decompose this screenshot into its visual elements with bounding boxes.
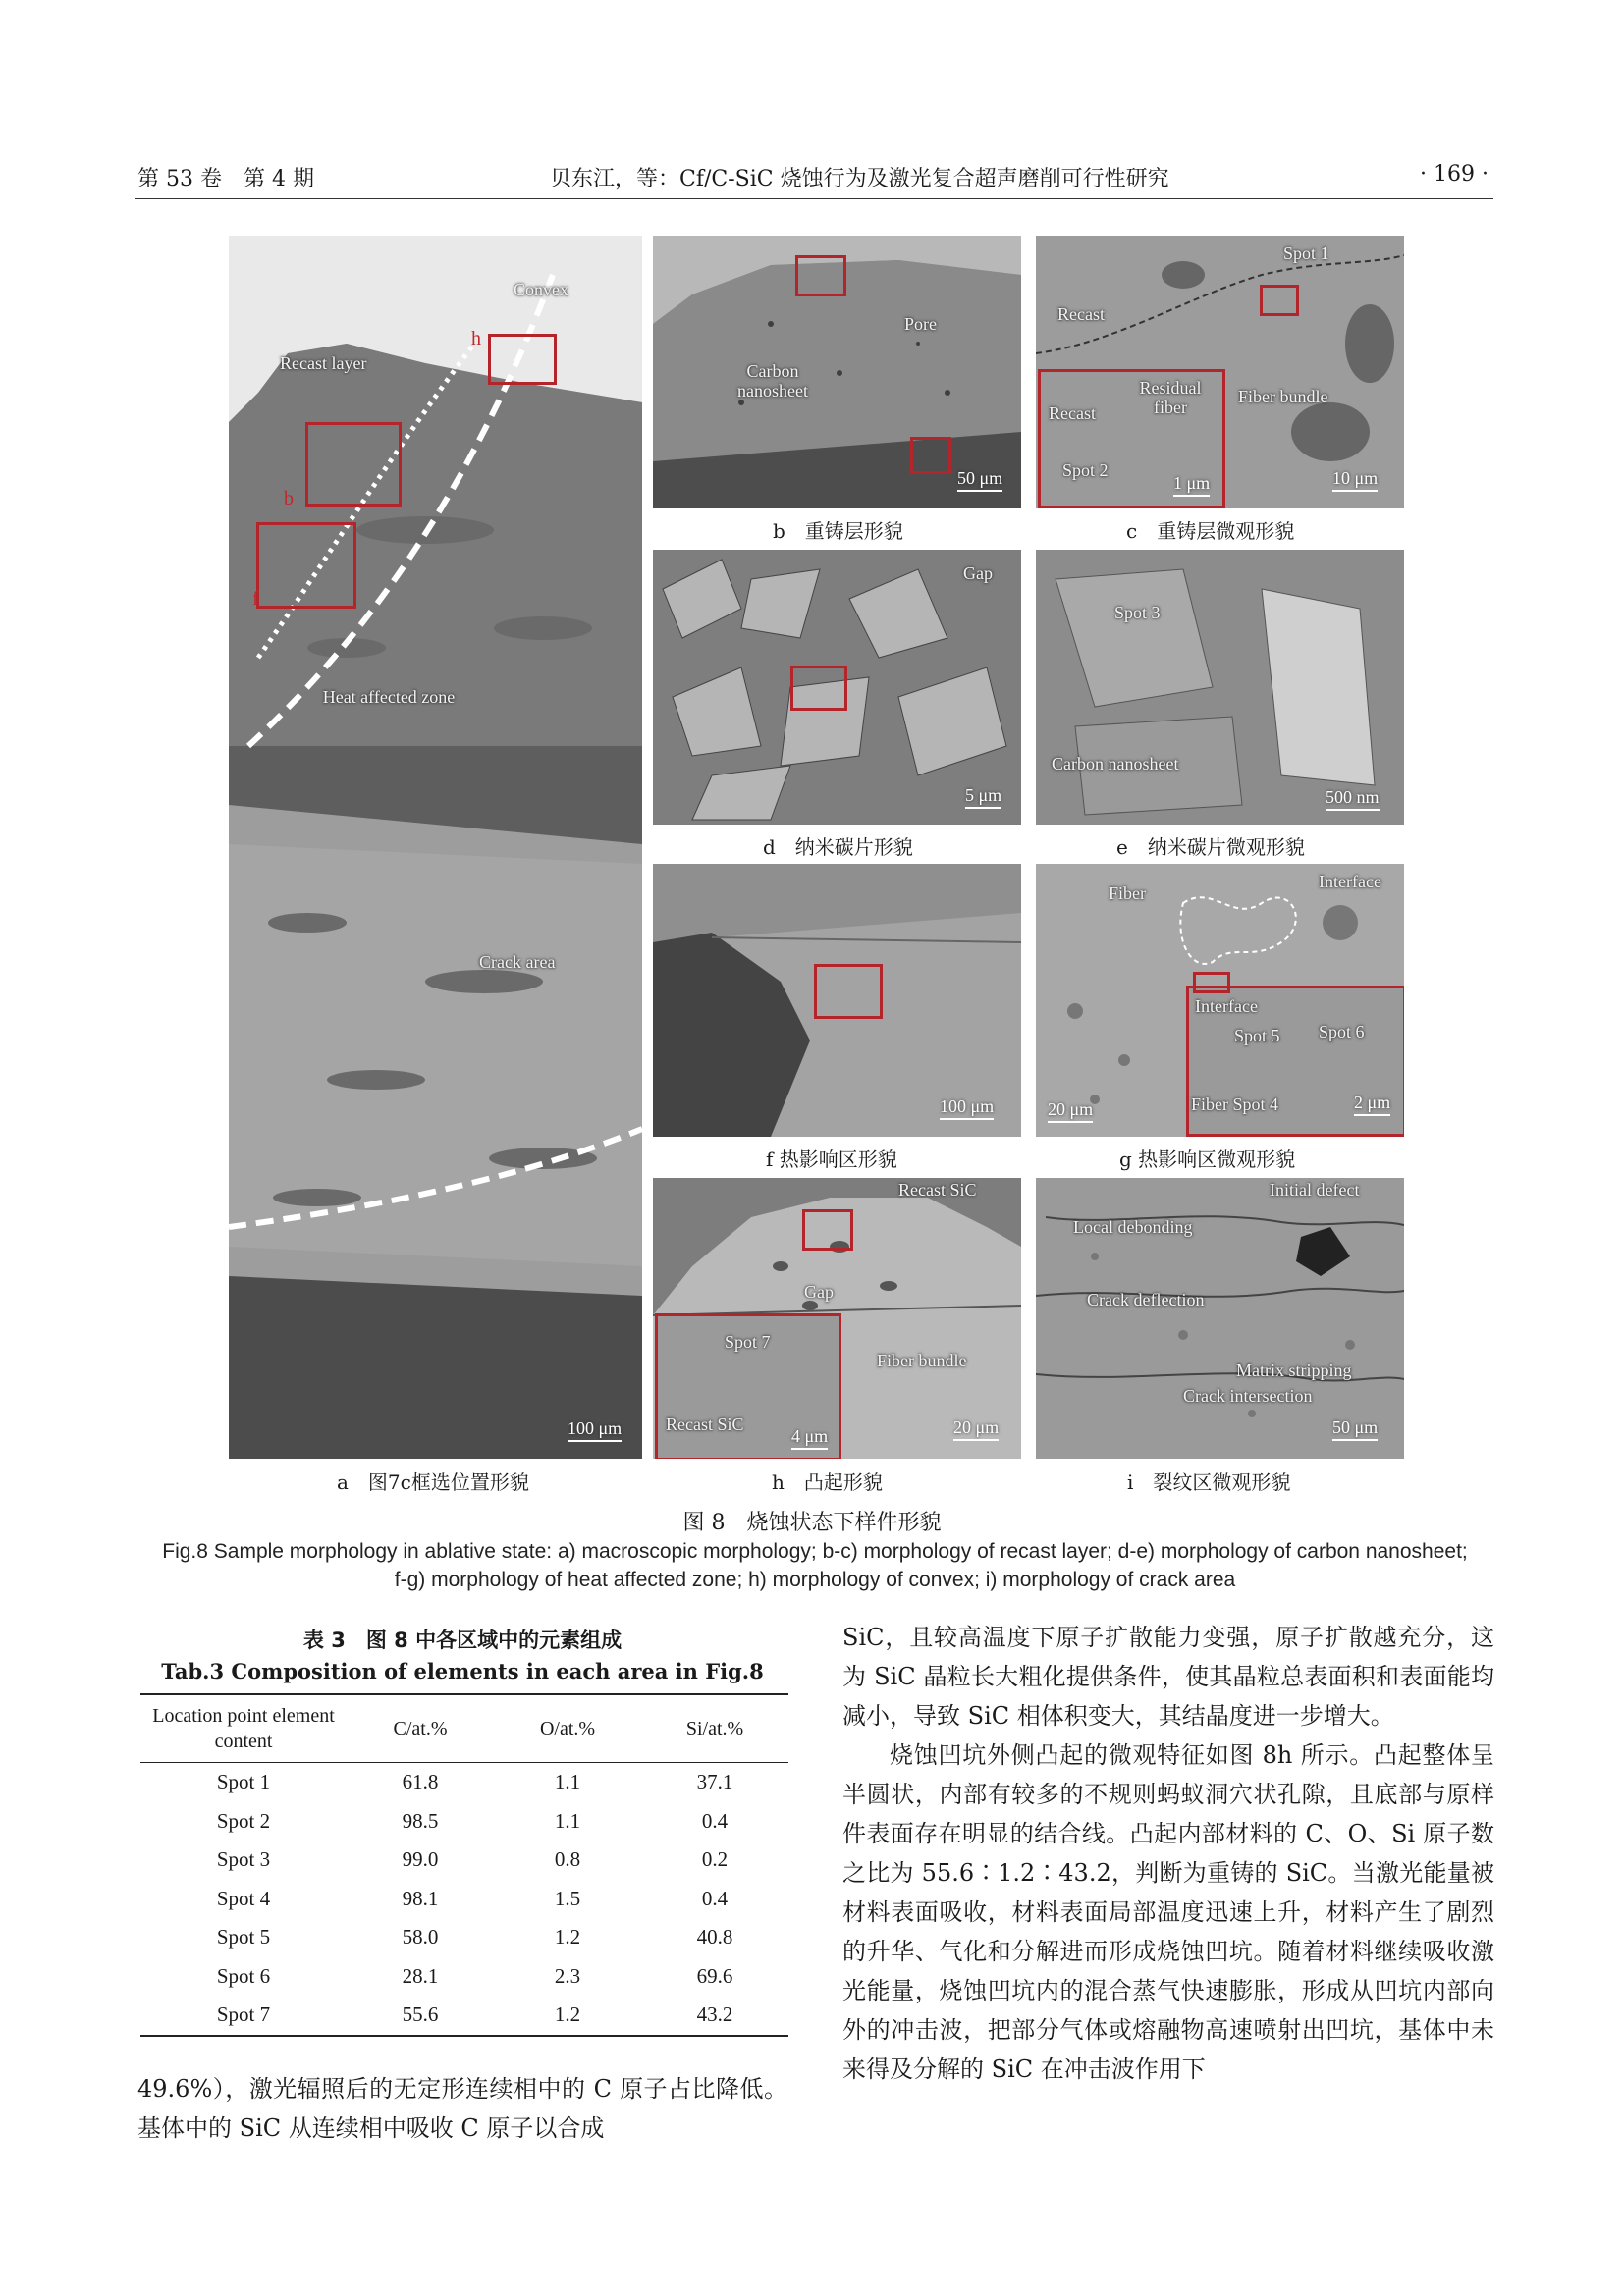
table-title-en: Tab.3 Composition of elements in each area in Fig.8 xyxy=(161,1659,764,1683)
panel-a-texture xyxy=(229,236,642,1459)
table-cell: 1.1 xyxy=(554,1808,581,1833)
panel-g-label-interface: Interface xyxy=(1319,872,1381,891)
table-row xyxy=(140,1996,788,2036)
panel-h-image xyxy=(653,1178,1021,1459)
table-header-location: Location point element content xyxy=(140,1694,347,1763)
panel-c-inset-label-spot2: Spot 2 xyxy=(1062,460,1109,480)
panel-h-caption: h 凸起形貌 xyxy=(772,1470,883,1494)
panel-c-label-fiber-bundle: Fiber bundle xyxy=(1238,387,1328,406)
table-cell: 40.8 xyxy=(696,1925,733,1949)
panel-c-inset-label-recast: Recast xyxy=(1049,403,1096,423)
table-header-o: O/at.% xyxy=(494,1694,641,1763)
panel-a-box-h xyxy=(488,334,557,385)
table-cell: 98.5 xyxy=(402,1808,439,1833)
table-cell: Spot 2 xyxy=(216,1808,271,1833)
right-paragraph-1: SiC，且较高温度下原子扩散能力变强，原子扩散越充分，这为 SiC 晶粒长大粗化提供条件，使其晶粒总表面积和表面能均减小，导致 SiC 相体积变大，其结晶度进一步增大。 xyxy=(842,1624,1494,1730)
panel-a-letter-h: h xyxy=(471,328,481,349)
left-column-text xyxy=(137,2069,787,2148)
panel-e-label-spot3: Spot 3 xyxy=(1114,603,1161,622)
figure-caption-en: Fig.8 Sample morphology in ablative state: a) macroscopic morphology; b-c) morphology of recast layer; d-e) morphology of carbon nanosheet; f-g) morphology of heat affected zone; h) morphology of convex; i) morphology of crack area xyxy=(162,1540,1468,1591)
figure-caption-cn: 图 8 烧蚀状态下样件形貌 xyxy=(682,1511,942,1535)
panel-g-inset-scale: 2 μm xyxy=(1354,1093,1391,1112)
panel-b-box-bottom xyxy=(910,437,951,474)
table-header-si: Si/at.% xyxy=(641,1694,788,1763)
running-title: 贝东江，等：Cf/C-SiC 烧蚀行为及激光复合超声磨削可行性研究 xyxy=(550,167,1169,191)
panel-i-label-crack-intersection: Crack intersection xyxy=(1183,1386,1313,1406)
panel-h-scale-bar: 20 μm xyxy=(953,1417,1000,1437)
table-row xyxy=(140,1841,788,1880)
table-cell: 37.1 xyxy=(696,1770,733,1794)
panel-f-scale-bar: 100 μm xyxy=(940,1096,995,1116)
panel-a-letter-f: f xyxy=(252,588,259,610)
panel-i-label-matrix-stripping: Matrix stripping xyxy=(1236,1361,1352,1380)
panel-b-caption: b 重铸层形貌 xyxy=(773,519,903,543)
panel-d-image xyxy=(653,550,1021,825)
panel-a-caption: a 图7c框选位置形貌 xyxy=(337,1470,529,1494)
composition-table xyxy=(140,1693,788,2037)
panel-i-label-local-debonding: Local debonding xyxy=(1073,1217,1193,1237)
panel-e-caption: e 纳米碳片微观形貌 xyxy=(1116,835,1305,859)
table-row xyxy=(140,1918,788,1957)
panel-c-label-spot1: Spot 1 xyxy=(1283,243,1329,263)
table-cell: 1.2 xyxy=(494,1996,641,2036)
panel-g-inset xyxy=(1186,986,1404,1137)
table-title-cn: 表 3 图 8 中各区域中的元素组成 xyxy=(302,1629,623,1652)
panel-h-inset xyxy=(655,1313,841,1459)
panel-b-label-carbon: Carbon nanosheet xyxy=(737,361,808,400)
panel-a-letter-b: b xyxy=(284,488,294,509)
panel-a-label-recast: Recast layer xyxy=(280,353,367,373)
table-cell: 0.4 xyxy=(701,1808,729,1833)
panel-c-caption: c 重铸层微观形貌 xyxy=(1126,519,1295,543)
header-rule xyxy=(135,198,1493,199)
panel-g-scale-bar: 20 μm xyxy=(1048,1099,1094,1119)
panel-d-box xyxy=(790,666,847,711)
panel-f-image xyxy=(653,864,1021,1137)
table-cell: 28.1 xyxy=(402,1963,439,1988)
right-column-text xyxy=(842,1618,1494,2089)
panel-c-inset-label-residual: Residual fiber xyxy=(1139,378,1202,417)
right-paragraph-2: 烧蚀凹坑外侧凸起的微观特征如图 8h 所示。凸起整体呈半圆状，内部有较多的不规则蚂蚁洞穴状孔隙，且底部与原样件表面存在明显的结合线。凸起内部材料的 C、O、Si 原子数之比为 55.6∶1.2∶43.2，判断为重铸的 SiC。当激光能量被材料表面吸收，材料表面局部温度迅速上升，材料产生了剧烈的升华、气化和分解进而形成烧蚀凹坑。随着材料继续吸收激光能量，烧蚀凹坑内的混合蒸气快速膨胀，形成从凹坑内部向外的冲击波，把部分气体或熔融物高速喷射出凹坑，基体中未来得及分解的 SiC 在冲击波作用下 xyxy=(842,1741,1494,2083)
panel-b-image xyxy=(653,236,1021,508)
panel-h-box xyxy=(802,1209,853,1251)
panel-b-label-pore: Pore xyxy=(904,314,937,334)
panel-g-inset-label-spot5: Spot 5 xyxy=(1234,1026,1280,1045)
table-row xyxy=(140,1957,788,1997)
table-cell: Spot 1 xyxy=(216,1770,271,1794)
panel-b-scale-bar: 50 μm xyxy=(957,468,1003,488)
table-header-c: C/at.% xyxy=(347,1694,494,1763)
panel-g-image xyxy=(1036,864,1404,1137)
table-cell: Spot 7 xyxy=(140,1996,347,2036)
table-cell: 0.2 xyxy=(701,1847,729,1872)
panel-d-scale-bar: 5 μm xyxy=(965,785,1002,805)
table-cell: 58.0 xyxy=(402,1925,439,1949)
panel-c-scale-bar: 10 μm xyxy=(1332,468,1379,488)
table-row xyxy=(140,1802,788,1842)
panel-a-label-crack: Crack area xyxy=(479,952,556,972)
panel-i-scale-bar: 50 μm xyxy=(1332,1417,1379,1437)
panel-g-inset-label-fiber-spot4: Fiber Spot 4 xyxy=(1191,1095,1279,1114)
panel-i-image xyxy=(1036,1178,1404,1459)
table-cell: Spot 5 xyxy=(216,1925,271,1949)
table-cell: Spot 4 xyxy=(216,1886,271,1910)
panel-a-label-haz: Heat affected zone xyxy=(322,687,456,707)
page-number: · 169 · xyxy=(1420,162,1489,187)
table-cell: 2.3 xyxy=(554,1963,581,1988)
panel-g-inset-label-interface: Interface xyxy=(1195,996,1258,1016)
panel-f-caption: f 热影响区形貌 xyxy=(766,1148,897,1171)
panel-h-label-fiber-bundle: Fiber bundle xyxy=(877,1351,967,1370)
panel-a-box-f xyxy=(256,522,356,609)
table-cell: 98.1 xyxy=(402,1886,439,1910)
table-cell: 0.4 xyxy=(701,1886,729,1910)
panel-h-inset-label-spot7: Spot 7 xyxy=(725,1332,771,1352)
table-cell: 61.8 xyxy=(402,1770,439,1794)
left-paragraph: 49.6%），激光辐照后的无定形连续相中的 C 原子占比降低。基体中的 SiC 从连续相中吸收 C 原子以合成 xyxy=(137,2075,787,2142)
table-header-row xyxy=(140,1694,788,1763)
table-row xyxy=(140,1763,788,1802)
table-row xyxy=(140,1880,788,1919)
panel-c-inset-scale: 1 μm xyxy=(1173,473,1211,493)
table-cell: 69.6 xyxy=(696,1963,733,1988)
panel-i-caption: i 裂纹区微观形貌 xyxy=(1127,1470,1291,1494)
table-cell: 1.5 xyxy=(554,1886,581,1910)
panel-h-inset-scale: 4 μm xyxy=(791,1426,829,1446)
panel-d-label-gap: Gap xyxy=(963,563,993,583)
panel-a-box-b xyxy=(305,422,402,507)
panel-a-label-convex: Convex xyxy=(514,280,568,299)
panel-h-label-gap: Gap xyxy=(804,1282,834,1302)
panel-b-box-top xyxy=(795,255,846,296)
panel-e-image xyxy=(1036,550,1404,825)
table-cell: 99.0 xyxy=(402,1847,439,1872)
panel-i-label-crack-deflection: Crack deflection xyxy=(1087,1290,1205,1309)
panel-g-box xyxy=(1193,972,1230,993)
panel-a-image xyxy=(229,236,642,1459)
panel-c-label-recast: Recast xyxy=(1057,304,1105,324)
table-cell: Spot 3 xyxy=(216,1847,271,1872)
panel-e-scale-bar: 500 nm xyxy=(1326,787,1380,807)
table-cell: Spot 6 xyxy=(216,1963,271,1988)
panel-i-label-initial-defect: Initial defect xyxy=(1270,1180,1360,1200)
journal-volume: 第 53 卷 第 4 期 xyxy=(137,167,314,191)
table-cell: 0.8 xyxy=(554,1847,581,1872)
table-cell: 1.1 xyxy=(554,1770,581,1794)
panel-d-caption: d 纳米碳片形貌 xyxy=(763,835,913,859)
panel-g-label-fiber: Fiber xyxy=(1109,883,1146,903)
table-cell: 1.2 xyxy=(554,1925,581,1949)
panel-e-texture xyxy=(1036,550,1404,825)
panel-c-image xyxy=(1036,236,1404,508)
panel-a-scale-bar: 100 μm xyxy=(568,1418,623,1438)
panel-g-caption: g 热影响区微观形貌 xyxy=(1119,1148,1296,1171)
panel-h-label-recast-sic: Recast SiC xyxy=(898,1180,977,1200)
table-cell: 55.6 xyxy=(347,1996,494,2036)
panel-f-box xyxy=(814,964,883,1019)
panel-c-inset xyxy=(1038,369,1225,508)
panel-c-box xyxy=(1260,285,1299,316)
table-cell: 43.2 xyxy=(641,1996,788,2036)
panel-e-label-carbon: Carbon nanosheet xyxy=(1052,754,1179,774)
panel-g-inset-label-spot6: Spot 6 xyxy=(1319,1022,1365,1041)
panel-h-inset-label-recast-sic: Recast SiC xyxy=(666,1415,744,1434)
